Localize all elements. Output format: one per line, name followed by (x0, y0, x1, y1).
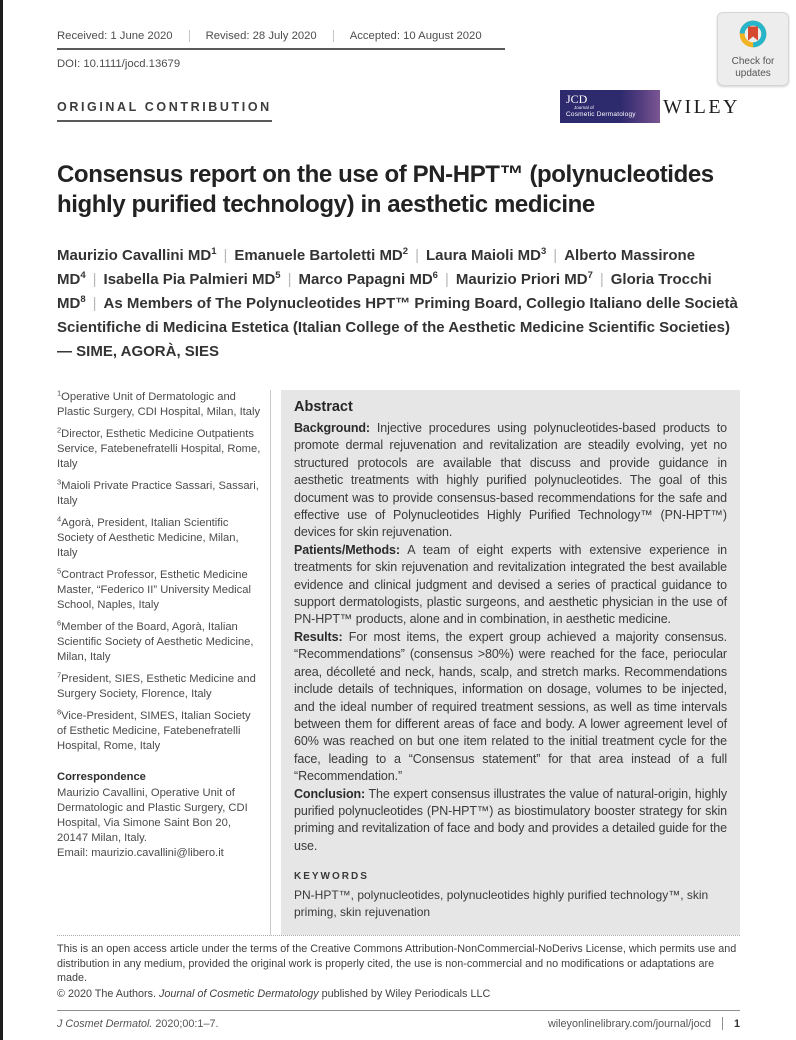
abstract-heading: Abstract (294, 399, 353, 415)
affiliation: $^4$Agorà, President, Italian Scientific Society of Aesthetic Medicine, Milan, Italy (57, 514, 239, 559)
correspondence-block (57, 770, 261, 861)
jcd-journal-of: Journal of (574, 105, 594, 110)
author-separator: | (92, 295, 97, 312)
doi-text: DOI: 10.1111/jocd.13679 (57, 58, 181, 70)
author: Alberto Massirone $MD^4$ (57, 247, 696, 288)
affiliation: $^3$Maioli Private Practice Sassari, Sassari, Italy (57, 477, 259, 507)
abstract-background-label: Background: (294, 421, 370, 435)
column-divider (270, 390, 271, 935)
copyright-line: © 2020 The Authors. Journal of Cosmetic Dermatology published by Wiley Periodicals LLC (57, 987, 491, 1000)
correspondence-email[interactable]: Email: maurizio.cavallini@libero.it (57, 847, 224, 859)
page-number-separator (722, 1017, 723, 1030)
author-affiliation-sup: 5 (275, 270, 281, 281)
author-affiliation-sup: 2 (402, 246, 409, 257)
abstract-results-label: Results: (294, 629, 343, 644)
abstract-conclusion-label: Conclusion: (294, 786, 366, 801)
affiliation: $^1$Operative Unit of Dermatologic and Plastic Surgery, CDI Hospital, Milan, Italy (57, 388, 261, 418)
author-separator: | (415, 247, 419, 264)
history-bar (57, 30, 505, 50)
author-affiliation-sup: 3 (541, 246, 547, 257)
author-separator: | (92, 271, 97, 288)
author-affiliation-sup: 6 (432, 270, 438, 281)
affiliation: $^7$President, SIES, Esthetic Medicine and Surgery Society, Florence, Italy (57, 670, 256, 700)
affiliations-column (57, 390, 261, 935)
article-title (57, 160, 740, 220)
page-number: 1 (733, 1017, 740, 1030)
author-group: As Members of The Polynucleotides HPT™ Priming Board, Collegio Italiano delle Società Scientifiche di Medicina Estetica (Italian College of the Aesthetic Medicine Scientific Societies) — SIME, AGORÀ, SIES (57, 295, 738, 360)
author-affiliation-sup: 1 (211, 246, 217, 257)
crossmark-icon (738, 19, 768, 49)
author-affiliation-sup: 8 (80, 294, 86, 305)
author: Maurizio Cavallini $MD^1$ (57, 246, 217, 264)
article-type-label: ORIGINAL CONTRIBUTION (57, 100, 272, 122)
revised-date: Revised: 28 July 2020 (189, 30, 333, 42)
author-separator: | (599, 271, 604, 288)
jcd-abbr: JCD (566, 92, 588, 106)
running-footer-bar (57, 1010, 740, 1030)
abstract-methods-label: Patients/Methods: (294, 542, 400, 557)
open-access-license: This is an open access article under the terms of the Creative Commons Attribution-NonCommercial-NoDerivs License, which permits use and distribution in any medium, provided the original work is properly cited, the use is non-commercial and no modifications or adaptations are made. (57, 943, 737, 984)
abstract-methods: Patients/Methods: A team of eight experts with extensive experience in treatments for skin rejuvenation and revitalization integrated the best available evidence and clinical judgment and devised a series of practical guidance to support dermatologists, plastic surgeons, and aesthetic physician in the use of PN-HPT™ products, alone and in combination, in aesthetic medicine. (294, 542, 727, 627)
author-list (57, 244, 740, 364)
affiliation: $^8$Vice-President, SIMES, Italian Society of Esthetic Medicine, Fatebenefratelli Hospital, Rome, Italy (57, 707, 251, 752)
jcd-journal-name: Cosmetic Dermatology (566, 110, 636, 118)
correspondence-heading: Correspondence (57, 771, 146, 783)
abstract-results: Results: For most items, the expert group achieved a majority consensus. “Recommendations” (consensus >80%) were reached for the face, periocular area, décolleté and neck, hands, scalp, and stretch marks. Recommendations include details of techniques, information on dosage, volumes to be injected, and the ideal number of required treatment sessions, as well as time intervals between them for different areas of face and body. A lower agreement level of 60% was reached on but one item related to the initial treatment cycle for the face, leading to a “Consensus statement” for that area instead of a full “Recommendation.” (294, 629, 727, 784)
author-affiliation-sup: 4 (80, 270, 86, 281)
affiliation: $^2$Director, Esthetic Medicine Outpatients Service, Fatebenefratelli Hospital, Rome, Italy (57, 425, 261, 470)
check-for-updates-label: Check for updates (731, 56, 775, 79)
author-separator: | (223, 247, 228, 264)
keywords-heading: KEYWORDS (294, 871, 369, 883)
wiley-logo: WILEY (663, 96, 740, 118)
author: Laura Maioli $MD^3$ (425, 246, 547, 264)
abstract-box (281, 390, 740, 935)
dotted-separator (57, 935, 740, 936)
journal-website-link[interactable]: wileyonlinelibrary.com/journal/jocd (547, 1017, 711, 1030)
article-title-line2: highly purified technology) in aesthetic medicine (57, 191, 595, 218)
brand-row (57, 94, 740, 130)
affiliation: $^6$Member of the Board, Agorà, Italian Scientific Society of Aesthetic Medicine, Milan, Italy (57, 618, 254, 663)
article-title-line1: Consensus report on the use of PN-HPT™ (polynucleotides (57, 161, 714, 188)
journal-citation: J Cosmet Dermatol. 2020;00:1–7. (57, 1017, 219, 1030)
two-column-section (57, 390, 740, 935)
keywords-text: PN-HPT™, polynucleotides, polynucleotides highly purified technology™, skin priming, skin rejuvenation (294, 888, 709, 920)
received-date: Received: 1 June 2020 (57, 30, 173, 42)
correspondence-address: Maurizio Cavallini, Operative Unit of Dermatologic and Plastic Surgery, CDI Hospital, Via Simone Saint Bon 20, 20147 Milan, Italy. (57, 787, 248, 844)
check-for-updates-badge[interactable] (717, 12, 789, 86)
author: Marco Papagni $MD^6$ (298, 270, 438, 288)
affiliation: $^5$Contract Professor, Esthetic Medicine Master, “Federico II” University Medical School, Naples, Italy (57, 566, 251, 611)
author-separator: | (444, 271, 449, 288)
author-separator: | (287, 271, 292, 288)
jcd-journal-logo (560, 90, 660, 123)
author: Emanuele Bartoletti $MD^2$ (234, 246, 409, 264)
author: Gloria Trocchi $MD^8$ (57, 271, 712, 312)
abstract-background: Background: Injective procedures using polynucleotides-based products to promote dermal rejuvenation and revitalization are steadily evolving, yet no structured protocols are available that discuss and provide guidance in aesthetic treatments with highly purified polynucleotides. The goal of this document was to provide consensus-based recommendations for the safe and effective use of Polynucleotides Highly Purified Technology™ (PN-HPT™) devices for skin rejuvenation. (294, 421, 728, 540)
author-affiliation-sup: 7 (587, 270, 593, 281)
author: Isabella Pia Palmieri $MD^5$ (103, 270, 281, 288)
accepted-date: Accepted: 10 August 2020 (333, 30, 498, 42)
abstract-conclusion: Conclusion: The expert consensus illustrates the value of natural-origin, highly purified polynucleotides (PN-HPT™) as biostimulatory booster strategy for skin priming and revitalization of face and body and provides a detailed guide for the use. (294, 786, 727, 853)
copyright-journal-name: Journal of Cosmetic Dermatology (159, 987, 319, 1000)
page-footer (57, 935, 740, 1030)
author-separator: | (553, 247, 558, 264)
author: Maurizio Priori $MD^7$ (455, 270, 593, 288)
